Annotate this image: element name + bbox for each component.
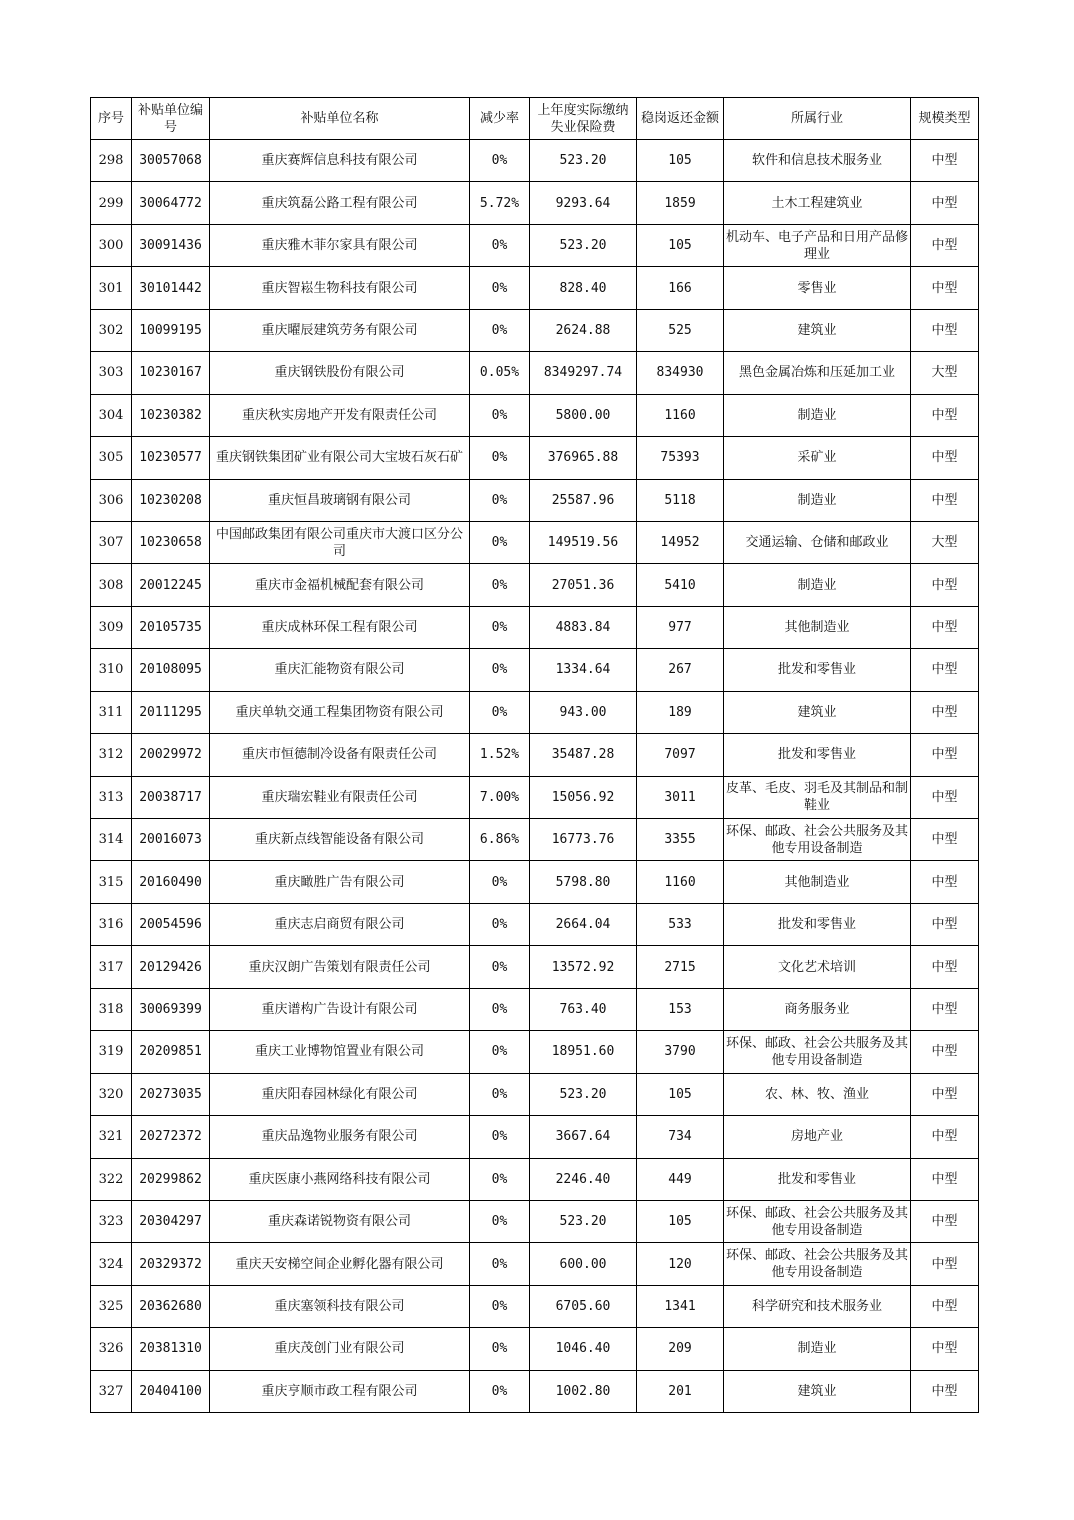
table-row bbox=[91, 437, 979, 479]
refund-amount-cell: 834930 bbox=[637, 352, 724, 394]
table-row bbox=[91, 1073, 979, 1115]
table-body bbox=[91, 140, 979, 1413]
unit-code-cell: 20016073 bbox=[132, 819, 210, 861]
table-row bbox=[91, 988, 979, 1030]
unit-name-cell: 重庆市恒德制冷设备有限责任公司 bbox=[210, 734, 470, 776]
reduction-rate-cell: 0% bbox=[470, 1158, 530, 1200]
scale-cell: 中型 bbox=[911, 394, 979, 436]
scale-cell: 中型 bbox=[911, 1285, 979, 1327]
industry-cell: 零售业 bbox=[724, 267, 911, 309]
seq-cell: 318 bbox=[91, 988, 132, 1030]
table-row bbox=[91, 521, 979, 563]
industry-cell: 建筑业 bbox=[724, 309, 911, 351]
unit-code-cell: 30069399 bbox=[132, 988, 210, 1030]
insurance-paid-cell: 149519.56 bbox=[530, 521, 637, 563]
seq-cell: 322 bbox=[91, 1158, 132, 1200]
reduction-rate-cell: 0% bbox=[470, 1200, 530, 1242]
reduction-rate-cell: 0% bbox=[470, 564, 530, 606]
scale-cell: 中型 bbox=[911, 946, 979, 988]
refund-amount-cell: 533 bbox=[637, 903, 724, 945]
seq-cell: 299 bbox=[91, 182, 132, 224]
industry-cell: 交通运输、仓储和邮政业 bbox=[724, 521, 911, 563]
industry-cell: 采矿业 bbox=[724, 437, 911, 479]
unit-name-cell: 重庆瑞宏鞋业有限责任公司 bbox=[210, 776, 470, 818]
unit-code-cell: 10230382 bbox=[132, 394, 210, 436]
seq-cell: 321 bbox=[91, 1116, 132, 1158]
unit-name-cell: 重庆赛辉信息科技有限公司 bbox=[210, 140, 470, 182]
insurance-paid-cell: 523.20 bbox=[530, 224, 637, 266]
industry-cell: 环保、邮政、社会公共服务及其他专用设备制造 bbox=[724, 1243, 911, 1285]
seq-cell: 315 bbox=[91, 861, 132, 903]
seq-cell: 317 bbox=[91, 946, 132, 988]
refund-amount-cell: 7097 bbox=[637, 734, 724, 776]
industry-cell: 建筑业 bbox=[724, 1370, 911, 1412]
table-row bbox=[91, 309, 979, 351]
reduction-rate-cell: 0% bbox=[470, 946, 530, 988]
insurance-paid-cell: 943.00 bbox=[530, 691, 637, 733]
reduction-rate-cell: 0% bbox=[470, 394, 530, 436]
seq-cell: 298 bbox=[91, 140, 132, 182]
seq-cell: 313 bbox=[91, 776, 132, 818]
unit-code-cell: 20129426 bbox=[132, 946, 210, 988]
unit-name-cell: 重庆曜辰建筑劳务有限公司 bbox=[210, 309, 470, 351]
unit-code-cell: 20362680 bbox=[132, 1285, 210, 1327]
unit-name-cell: 重庆阳春园林绿化有限公司 bbox=[210, 1073, 470, 1115]
table-row bbox=[91, 394, 979, 436]
table-row bbox=[91, 1285, 979, 1327]
unit-name-cell: 重庆恒昌玻璃钢有限公司 bbox=[210, 479, 470, 521]
header-cell-industry: 所属行业 bbox=[724, 98, 911, 140]
refund-amount-cell: 1341 bbox=[637, 1285, 724, 1327]
reduction-rate-cell: 0% bbox=[470, 1285, 530, 1327]
insurance-paid-cell: 523.20 bbox=[530, 1073, 637, 1115]
unit-name-cell: 重庆成林环保工程有限公司 bbox=[210, 606, 470, 648]
industry-cell: 黑色金属冶炼和压延加工业 bbox=[724, 352, 911, 394]
seq-cell: 326 bbox=[91, 1328, 132, 1370]
scale-cell: 中型 bbox=[911, 819, 979, 861]
scale-cell: 大型 bbox=[911, 352, 979, 394]
header-cell-unit-code: 补贴单位编号 bbox=[132, 98, 210, 140]
table-row bbox=[91, 479, 979, 521]
table-row bbox=[91, 1370, 979, 1412]
table-row bbox=[91, 649, 979, 691]
reduction-rate-cell: 0% bbox=[470, 267, 530, 309]
industry-cell: 皮革、毛皮、羽毛及其制品和制鞋业 bbox=[724, 776, 911, 818]
unit-code-cell: 30057068 bbox=[132, 140, 210, 182]
refund-amount-cell: 525 bbox=[637, 309, 724, 351]
industry-cell: 机动车、电子产品和日用产品修理业 bbox=[724, 224, 911, 266]
insurance-paid-cell: 1002.80 bbox=[530, 1370, 637, 1412]
scale-cell: 中型 bbox=[911, 606, 979, 648]
refund-amount-cell: 1859 bbox=[637, 182, 724, 224]
header-cell-scale: 规模类型 bbox=[911, 98, 979, 140]
seq-cell: 308 bbox=[91, 564, 132, 606]
industry-cell: 土木工程建筑业 bbox=[724, 182, 911, 224]
header-row bbox=[91, 98, 979, 140]
industry-cell: 批发和零售业 bbox=[724, 1158, 911, 1200]
insurance-paid-cell: 2246.40 bbox=[530, 1158, 637, 1200]
scale-cell: 中型 bbox=[911, 267, 979, 309]
insurance-paid-cell: 523.20 bbox=[530, 1200, 637, 1242]
scale-cell: 中型 bbox=[911, 734, 979, 776]
industry-cell: 环保、邮政、社会公共服务及其他专用设备制造 bbox=[724, 1031, 911, 1073]
refund-amount-cell: 1160 bbox=[637, 394, 724, 436]
insurance-paid-cell: 13572.92 bbox=[530, 946, 637, 988]
unit-code-cell: 10230658 bbox=[132, 521, 210, 563]
unit-code-cell: 20111295 bbox=[132, 691, 210, 733]
reduction-rate-cell: 5.72% bbox=[470, 182, 530, 224]
reduction-rate-cell: 0% bbox=[470, 1073, 530, 1115]
header-cell-reduction-rate: 减少率 bbox=[470, 98, 530, 140]
unit-name-cell: 重庆志启商贸有限公司 bbox=[210, 903, 470, 945]
reduction-rate-cell: 0% bbox=[470, 691, 530, 733]
seq-cell: 319 bbox=[91, 1031, 132, 1073]
unit-code-cell: 20404100 bbox=[132, 1370, 210, 1412]
industry-cell: 批发和零售业 bbox=[724, 734, 911, 776]
unit-name-cell: 重庆汉朗广告策划有限责任公司 bbox=[210, 946, 470, 988]
unit-code-cell: 20209851 bbox=[132, 1031, 210, 1073]
table-row bbox=[91, 776, 979, 818]
insurance-paid-cell: 763.40 bbox=[530, 988, 637, 1030]
industry-cell: 制造业 bbox=[724, 564, 911, 606]
industry-cell: 批发和零售业 bbox=[724, 649, 911, 691]
unit-code-cell: 20105735 bbox=[132, 606, 210, 648]
unit-name-cell: 重庆钢铁股份有限公司 bbox=[210, 352, 470, 394]
unit-name-cell: 重庆品逸物业服务有限公司 bbox=[210, 1116, 470, 1158]
insurance-paid-cell: 27051.36 bbox=[530, 564, 637, 606]
insurance-paid-cell: 18951.60 bbox=[530, 1031, 637, 1073]
unit-code-cell: 20299862 bbox=[132, 1158, 210, 1200]
unit-code-cell: 20108095 bbox=[132, 649, 210, 691]
insurance-paid-cell: 2664.04 bbox=[530, 903, 637, 945]
scale-cell: 大型 bbox=[911, 521, 979, 563]
unit-name-cell: 重庆工业博物馆置业有限公司 bbox=[210, 1031, 470, 1073]
unit-code-cell: 20029972 bbox=[132, 734, 210, 776]
unit-name-cell: 重庆雅木菲尔家具有限公司 bbox=[210, 224, 470, 266]
refund-amount-cell: 153 bbox=[637, 988, 724, 1030]
insurance-paid-cell: 523.20 bbox=[530, 140, 637, 182]
unit-code-cell: 20054596 bbox=[132, 903, 210, 945]
scale-cell: 中型 bbox=[911, 1158, 979, 1200]
table-row bbox=[91, 1031, 979, 1073]
scale-cell: 中型 bbox=[911, 182, 979, 224]
table-row bbox=[91, 606, 979, 648]
unit-code-cell: 30101442 bbox=[132, 267, 210, 309]
reduction-rate-cell: 0% bbox=[470, 606, 530, 648]
refund-amount-cell: 734 bbox=[637, 1116, 724, 1158]
reduction-rate-cell: 0% bbox=[470, 903, 530, 945]
unit-code-cell: 20381310 bbox=[132, 1328, 210, 1370]
unit-name-cell: 重庆市金福机械配套有限公司 bbox=[210, 564, 470, 606]
industry-cell: 农、林、牧、渔业 bbox=[724, 1073, 911, 1115]
seq-cell: 324 bbox=[91, 1243, 132, 1285]
unit-name-cell: 重庆单轨交通工程集团物资有限公司 bbox=[210, 691, 470, 733]
scale-cell: 中型 bbox=[911, 988, 979, 1030]
unit-name-cell: 重庆亨顺市政工程有限公司 bbox=[210, 1370, 470, 1412]
industry-cell: 制造业 bbox=[724, 394, 911, 436]
reduction-rate-cell: 0% bbox=[470, 649, 530, 691]
refund-amount-cell: 201 bbox=[637, 1370, 724, 1412]
scale-cell: 中型 bbox=[911, 564, 979, 606]
refund-amount-cell: 977 bbox=[637, 606, 724, 648]
scale-cell: 中型 bbox=[911, 479, 979, 521]
scale-cell: 中型 bbox=[911, 1370, 979, 1412]
refund-amount-cell: 105 bbox=[637, 224, 724, 266]
seq-cell: 310 bbox=[91, 649, 132, 691]
table-row bbox=[91, 1158, 979, 1200]
scale-cell: 中型 bbox=[911, 140, 979, 182]
seq-cell: 323 bbox=[91, 1200, 132, 1242]
reduction-rate-cell: 0% bbox=[470, 479, 530, 521]
refund-amount-cell: 3011 bbox=[637, 776, 724, 818]
unit-code-cell: 20160490 bbox=[132, 861, 210, 903]
seq-cell: 320 bbox=[91, 1073, 132, 1115]
refund-amount-cell: 2715 bbox=[637, 946, 724, 988]
refund-amount-cell: 105 bbox=[637, 1200, 724, 1242]
refund-amount-cell: 209 bbox=[637, 1328, 724, 1370]
reduction-rate-cell: 0% bbox=[470, 1370, 530, 1412]
unit-name-cell: 中国邮政集团有限公司重庆市大渡口区分公司 bbox=[210, 521, 470, 563]
reduction-rate-cell: 0% bbox=[470, 309, 530, 351]
refund-amount-cell: 75393 bbox=[637, 437, 724, 479]
seq-cell: 316 bbox=[91, 903, 132, 945]
unit-name-cell: 重庆钢铁集团矿业有限公司大宝坡石灰石矿 bbox=[210, 437, 470, 479]
refund-amount-cell: 3355 bbox=[637, 819, 724, 861]
industry-cell: 建筑业 bbox=[724, 691, 911, 733]
insurance-paid-cell: 25587.96 bbox=[530, 479, 637, 521]
table-row bbox=[91, 267, 979, 309]
unit-code-cell: 30091436 bbox=[132, 224, 210, 266]
insurance-paid-cell: 6705.60 bbox=[530, 1285, 637, 1327]
unit-name-cell: 重庆茂创门业有限公司 bbox=[210, 1328, 470, 1370]
reduction-rate-cell: 0% bbox=[470, 140, 530, 182]
insurance-paid-cell: 16773.76 bbox=[530, 819, 637, 861]
scale-cell: 中型 bbox=[911, 1073, 979, 1115]
reduction-rate-cell: 0% bbox=[470, 224, 530, 266]
industry-cell: 房地产业 bbox=[724, 1116, 911, 1158]
seq-cell: 307 bbox=[91, 521, 132, 563]
unit-name-cell: 重庆智崧生物科技有限公司 bbox=[210, 267, 470, 309]
refund-amount-cell: 1160 bbox=[637, 861, 724, 903]
scale-cell: 中型 bbox=[911, 649, 979, 691]
table-row bbox=[91, 1200, 979, 1242]
scale-cell: 中型 bbox=[911, 776, 979, 818]
scale-cell: 中型 bbox=[911, 691, 979, 733]
industry-cell: 其他制造业 bbox=[724, 861, 911, 903]
insurance-paid-cell: 8349297.74 bbox=[530, 352, 637, 394]
refund-amount-cell: 120 bbox=[637, 1243, 724, 1285]
seq-cell: 304 bbox=[91, 394, 132, 436]
insurance-paid-cell: 3667.64 bbox=[530, 1116, 637, 1158]
refund-amount-cell: 267 bbox=[637, 649, 724, 691]
seq-cell: 305 bbox=[91, 437, 132, 479]
refund-amount-cell: 3790 bbox=[637, 1031, 724, 1073]
scale-cell: 中型 bbox=[911, 1328, 979, 1370]
header-cell-refund-amount: 稳岗返还金额 bbox=[637, 98, 724, 140]
reduction-rate-cell: 0% bbox=[470, 437, 530, 479]
seq-cell: 311 bbox=[91, 691, 132, 733]
unit-code-cell: 10230577 bbox=[132, 437, 210, 479]
table-row bbox=[91, 734, 979, 776]
unit-code-cell: 10230167 bbox=[132, 352, 210, 394]
reduction-rate-cell: 0% bbox=[470, 861, 530, 903]
scale-cell: 中型 bbox=[911, 903, 979, 945]
reduction-rate-cell: 0.05% bbox=[470, 352, 530, 394]
table-row bbox=[91, 1243, 979, 1285]
table-row bbox=[91, 182, 979, 224]
insurance-paid-cell: 1046.40 bbox=[530, 1328, 637, 1370]
table-row bbox=[91, 1328, 979, 1370]
scale-cell: 中型 bbox=[911, 1243, 979, 1285]
scale-cell: 中型 bbox=[911, 437, 979, 479]
seq-cell: 303 bbox=[91, 352, 132, 394]
unit-name-cell: 重庆新点线智能设备有限公司 bbox=[210, 819, 470, 861]
table-row bbox=[91, 352, 979, 394]
insurance-paid-cell: 5800.00 bbox=[530, 394, 637, 436]
table-row bbox=[91, 564, 979, 606]
seq-cell: 302 bbox=[91, 309, 132, 351]
reduction-rate-cell: 0% bbox=[470, 1328, 530, 1370]
subsidy-table bbox=[90, 97, 979, 1413]
seq-cell: 300 bbox=[91, 224, 132, 266]
seq-cell: 327 bbox=[91, 1370, 132, 1412]
industry-cell: 商务服务业 bbox=[724, 988, 911, 1030]
scale-cell: 中型 bbox=[911, 224, 979, 266]
table-row bbox=[91, 861, 979, 903]
reduction-rate-cell: 0% bbox=[470, 988, 530, 1030]
scale-cell: 中型 bbox=[911, 1116, 979, 1158]
unit-name-cell: 重庆塞领科技有限公司 bbox=[210, 1285, 470, 1327]
industry-cell: 其他制造业 bbox=[724, 606, 911, 648]
scale-cell: 中型 bbox=[911, 1031, 979, 1073]
seq-cell: 309 bbox=[91, 606, 132, 648]
unit-code-cell: 20329372 bbox=[132, 1243, 210, 1285]
scale-cell: 中型 bbox=[911, 309, 979, 351]
unit-name-cell: 重庆医康小燕网络科技有限公司 bbox=[210, 1158, 470, 1200]
refund-amount-cell: 449 bbox=[637, 1158, 724, 1200]
reduction-rate-cell: 6.86% bbox=[470, 819, 530, 861]
refund-amount-cell: 105 bbox=[637, 1073, 724, 1115]
unit-code-cell: 10230208 bbox=[132, 479, 210, 521]
table-row bbox=[91, 140, 979, 182]
reduction-rate-cell: 0% bbox=[470, 521, 530, 563]
seq-cell: 306 bbox=[91, 479, 132, 521]
refund-amount-cell: 105 bbox=[637, 140, 724, 182]
table-row bbox=[91, 946, 979, 988]
table-row bbox=[91, 1116, 979, 1158]
industry-cell: 软件和信息技术服务业 bbox=[724, 140, 911, 182]
reduction-rate-cell: 0% bbox=[470, 1031, 530, 1073]
insurance-paid-cell: 4883.84 bbox=[530, 606, 637, 648]
insurance-paid-cell: 1334.64 bbox=[530, 649, 637, 691]
insurance-paid-cell: 15056.92 bbox=[530, 776, 637, 818]
industry-cell: 文化艺术培训 bbox=[724, 946, 911, 988]
reduction-rate-cell: 7.00% bbox=[470, 776, 530, 818]
scale-cell: 中型 bbox=[911, 1200, 979, 1242]
reduction-rate-cell: 1.52% bbox=[470, 734, 530, 776]
insurance-paid-cell: 600.00 bbox=[530, 1243, 637, 1285]
insurance-paid-cell: 9293.64 bbox=[530, 182, 637, 224]
refund-amount-cell: 5410 bbox=[637, 564, 724, 606]
insurance-paid-cell: 828.40 bbox=[530, 267, 637, 309]
refund-amount-cell: 189 bbox=[637, 691, 724, 733]
unit-name-cell: 重庆天安梯空间企业孵化器有限公司 bbox=[210, 1243, 470, 1285]
reduction-rate-cell: 0% bbox=[470, 1243, 530, 1285]
unit-code-cell: 20012245 bbox=[132, 564, 210, 606]
seq-cell: 314 bbox=[91, 819, 132, 861]
header-cell-unit-name: 补贴单位名称 bbox=[210, 98, 470, 140]
reduction-rate-cell: 0% bbox=[470, 1116, 530, 1158]
seq-cell: 301 bbox=[91, 267, 132, 309]
insurance-paid-cell: 5798.80 bbox=[530, 861, 637, 903]
insurance-paid-cell: 2624.88 bbox=[530, 309, 637, 351]
unit-name-cell: 重庆筑磊公路工程有限公司 bbox=[210, 182, 470, 224]
unit-name-cell: 重庆谱构广告设计有限公司 bbox=[210, 988, 470, 1030]
unit-code-cell: 20273035 bbox=[132, 1073, 210, 1115]
scale-cell: 中型 bbox=[911, 861, 979, 903]
table-row bbox=[91, 691, 979, 733]
unit-code-cell: 10099195 bbox=[132, 309, 210, 351]
insurance-paid-cell: 376965.88 bbox=[530, 437, 637, 479]
industry-cell: 科学研究和技术服务业 bbox=[724, 1285, 911, 1327]
unit-name-cell: 重庆瞰胜广告有限公司 bbox=[210, 861, 470, 903]
unit-name-cell: 重庆汇能物资有限公司 bbox=[210, 649, 470, 691]
refund-amount-cell: 14952 bbox=[637, 521, 724, 563]
seq-cell: 312 bbox=[91, 734, 132, 776]
header-cell-insurance-paid: 上年度实际缴纳失业保险费 bbox=[530, 98, 637, 140]
seq-cell: 325 bbox=[91, 1285, 132, 1327]
unit-code-cell: 20038717 bbox=[132, 776, 210, 818]
industry-cell: 制造业 bbox=[724, 1328, 911, 1370]
insurance-paid-cell: 35487.28 bbox=[530, 734, 637, 776]
industry-cell: 制造业 bbox=[724, 479, 911, 521]
refund-amount-cell: 166 bbox=[637, 267, 724, 309]
unit-name-cell: 重庆森诺锐物资有限公司 bbox=[210, 1200, 470, 1242]
unit-name-cell: 重庆秋实房地产开发有限责任公司 bbox=[210, 394, 470, 436]
refund-amount-cell: 5118 bbox=[637, 479, 724, 521]
unit-code-cell: 30064772 bbox=[132, 182, 210, 224]
table-row bbox=[91, 903, 979, 945]
header-cell-seq: 序号 bbox=[91, 98, 132, 140]
unit-code-cell: 20304297 bbox=[132, 1200, 210, 1242]
table-row bbox=[91, 224, 979, 266]
industry-cell: 环保、邮政、社会公共服务及其他专用设备制造 bbox=[724, 819, 911, 861]
industry-cell: 批发和零售业 bbox=[724, 903, 911, 945]
table-row bbox=[91, 819, 979, 861]
unit-code-cell: 20272372 bbox=[132, 1116, 210, 1158]
industry-cell: 环保、邮政、社会公共服务及其他专用设备制造 bbox=[724, 1200, 911, 1242]
